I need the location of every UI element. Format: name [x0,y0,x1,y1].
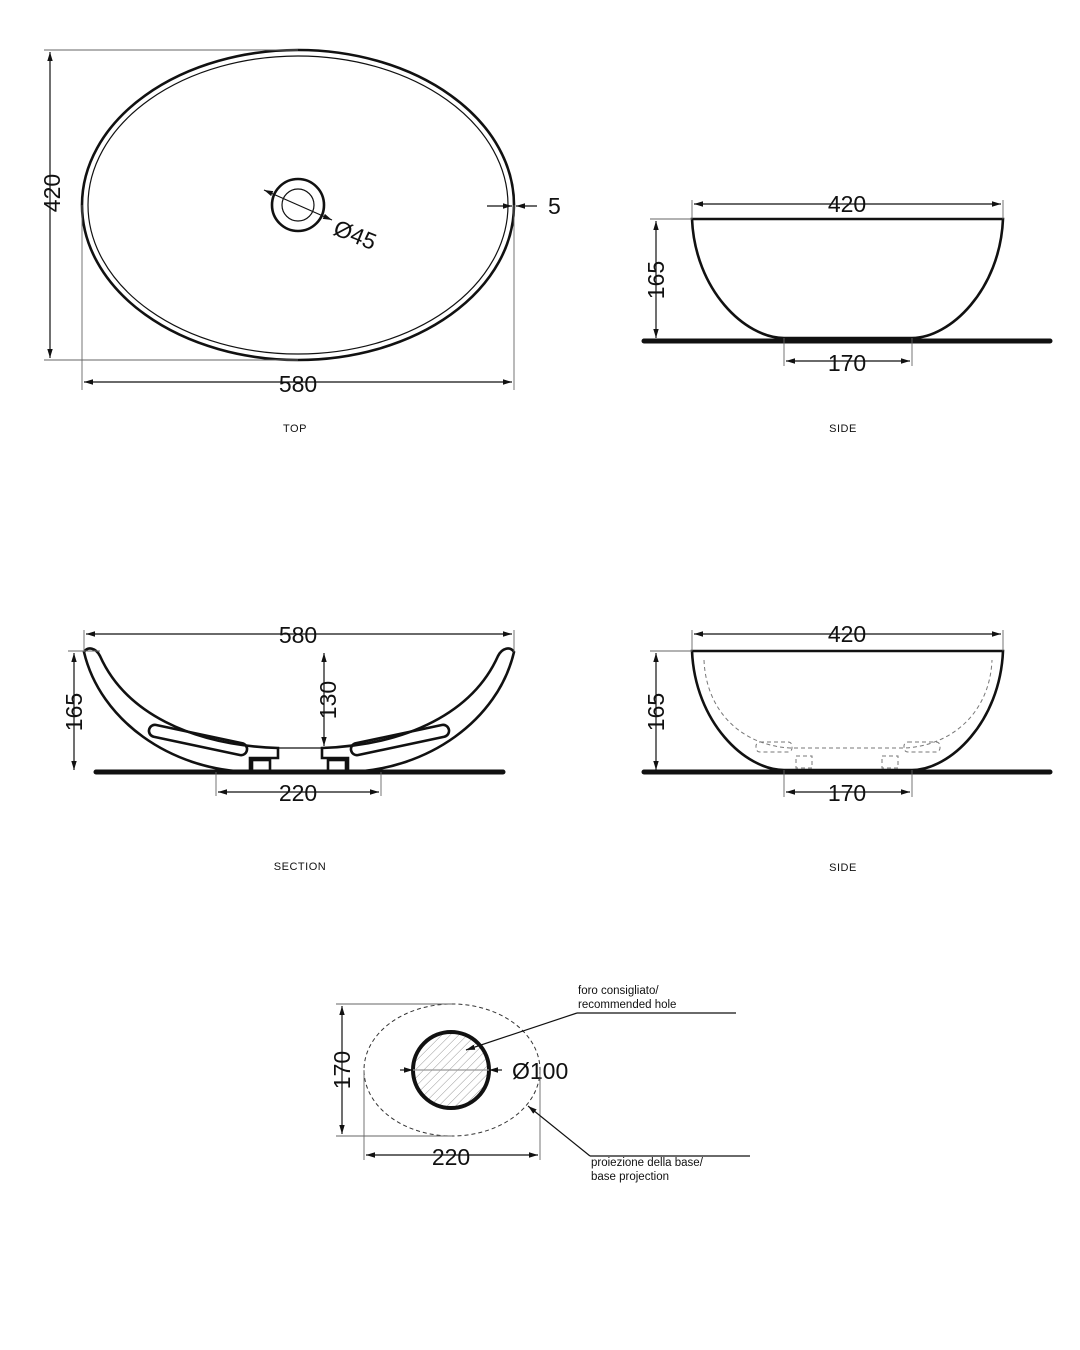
side-base-label: 170 [827,350,867,376]
drain-diameter-label: Ø45 [330,214,381,255]
side-view-1 [643,191,1050,435]
section-view [61,622,514,873]
hole-note-line2: recommended hole [578,999,677,1011]
section-right-slot [350,724,450,757]
side2-base-label: 170 [827,780,867,806]
section-width-label: 580 [278,622,318,648]
side2-hidden-foot-right [882,756,898,768]
top-view [39,50,561,435]
projection-note-line2: base projection [591,1171,669,1183]
section-right-shell [322,649,514,772]
side2-hidden-inner [704,660,992,748]
side2-hidden-foot-left [796,756,812,768]
base-height-label: 170 [329,1050,355,1090]
section-height-label: 165 [61,692,87,732]
side-width-label: 420 [827,191,867,217]
side2-height-label: 165 [643,692,669,732]
width-dimension-label: 580 [278,371,318,397]
side2-hidden-slot-left [756,742,792,752]
side-view-1-caption: SIDE [829,423,857,435]
side-view-2-caption: SIDE [829,862,857,874]
side-height-label: 165 [643,260,669,300]
side2-bowl-outline [692,651,1003,770]
projection-note-line1: proiezione della base/ [591,1157,703,1169]
side2-width-label: 420 [827,621,867,647]
section-depth-label: 130 [315,680,341,720]
projection-note-leader [528,1106,590,1156]
section-left-shell [84,649,278,772]
side2-hidden-slot-right [904,742,940,752]
hole-note-line1: foro consigliato/ [578,985,659,997]
top-view-caption: TOP [283,423,307,435]
section-view-caption: SECTION [273,861,327,873]
section-base-label: 220 [278,780,318,806]
rim-thickness-label: 5 [548,193,561,219]
hole-diameter-label: Ø100 [512,1058,569,1084]
base-width-label: 220 [431,1144,471,1170]
section-left-slot [148,724,248,757]
side-view-2 [643,621,1050,874]
base-view [329,985,750,1183]
side-bowl-outline [692,219,1003,338]
hole-note-leader [466,1013,577,1050]
height-dimension-label: 420 [39,173,65,213]
